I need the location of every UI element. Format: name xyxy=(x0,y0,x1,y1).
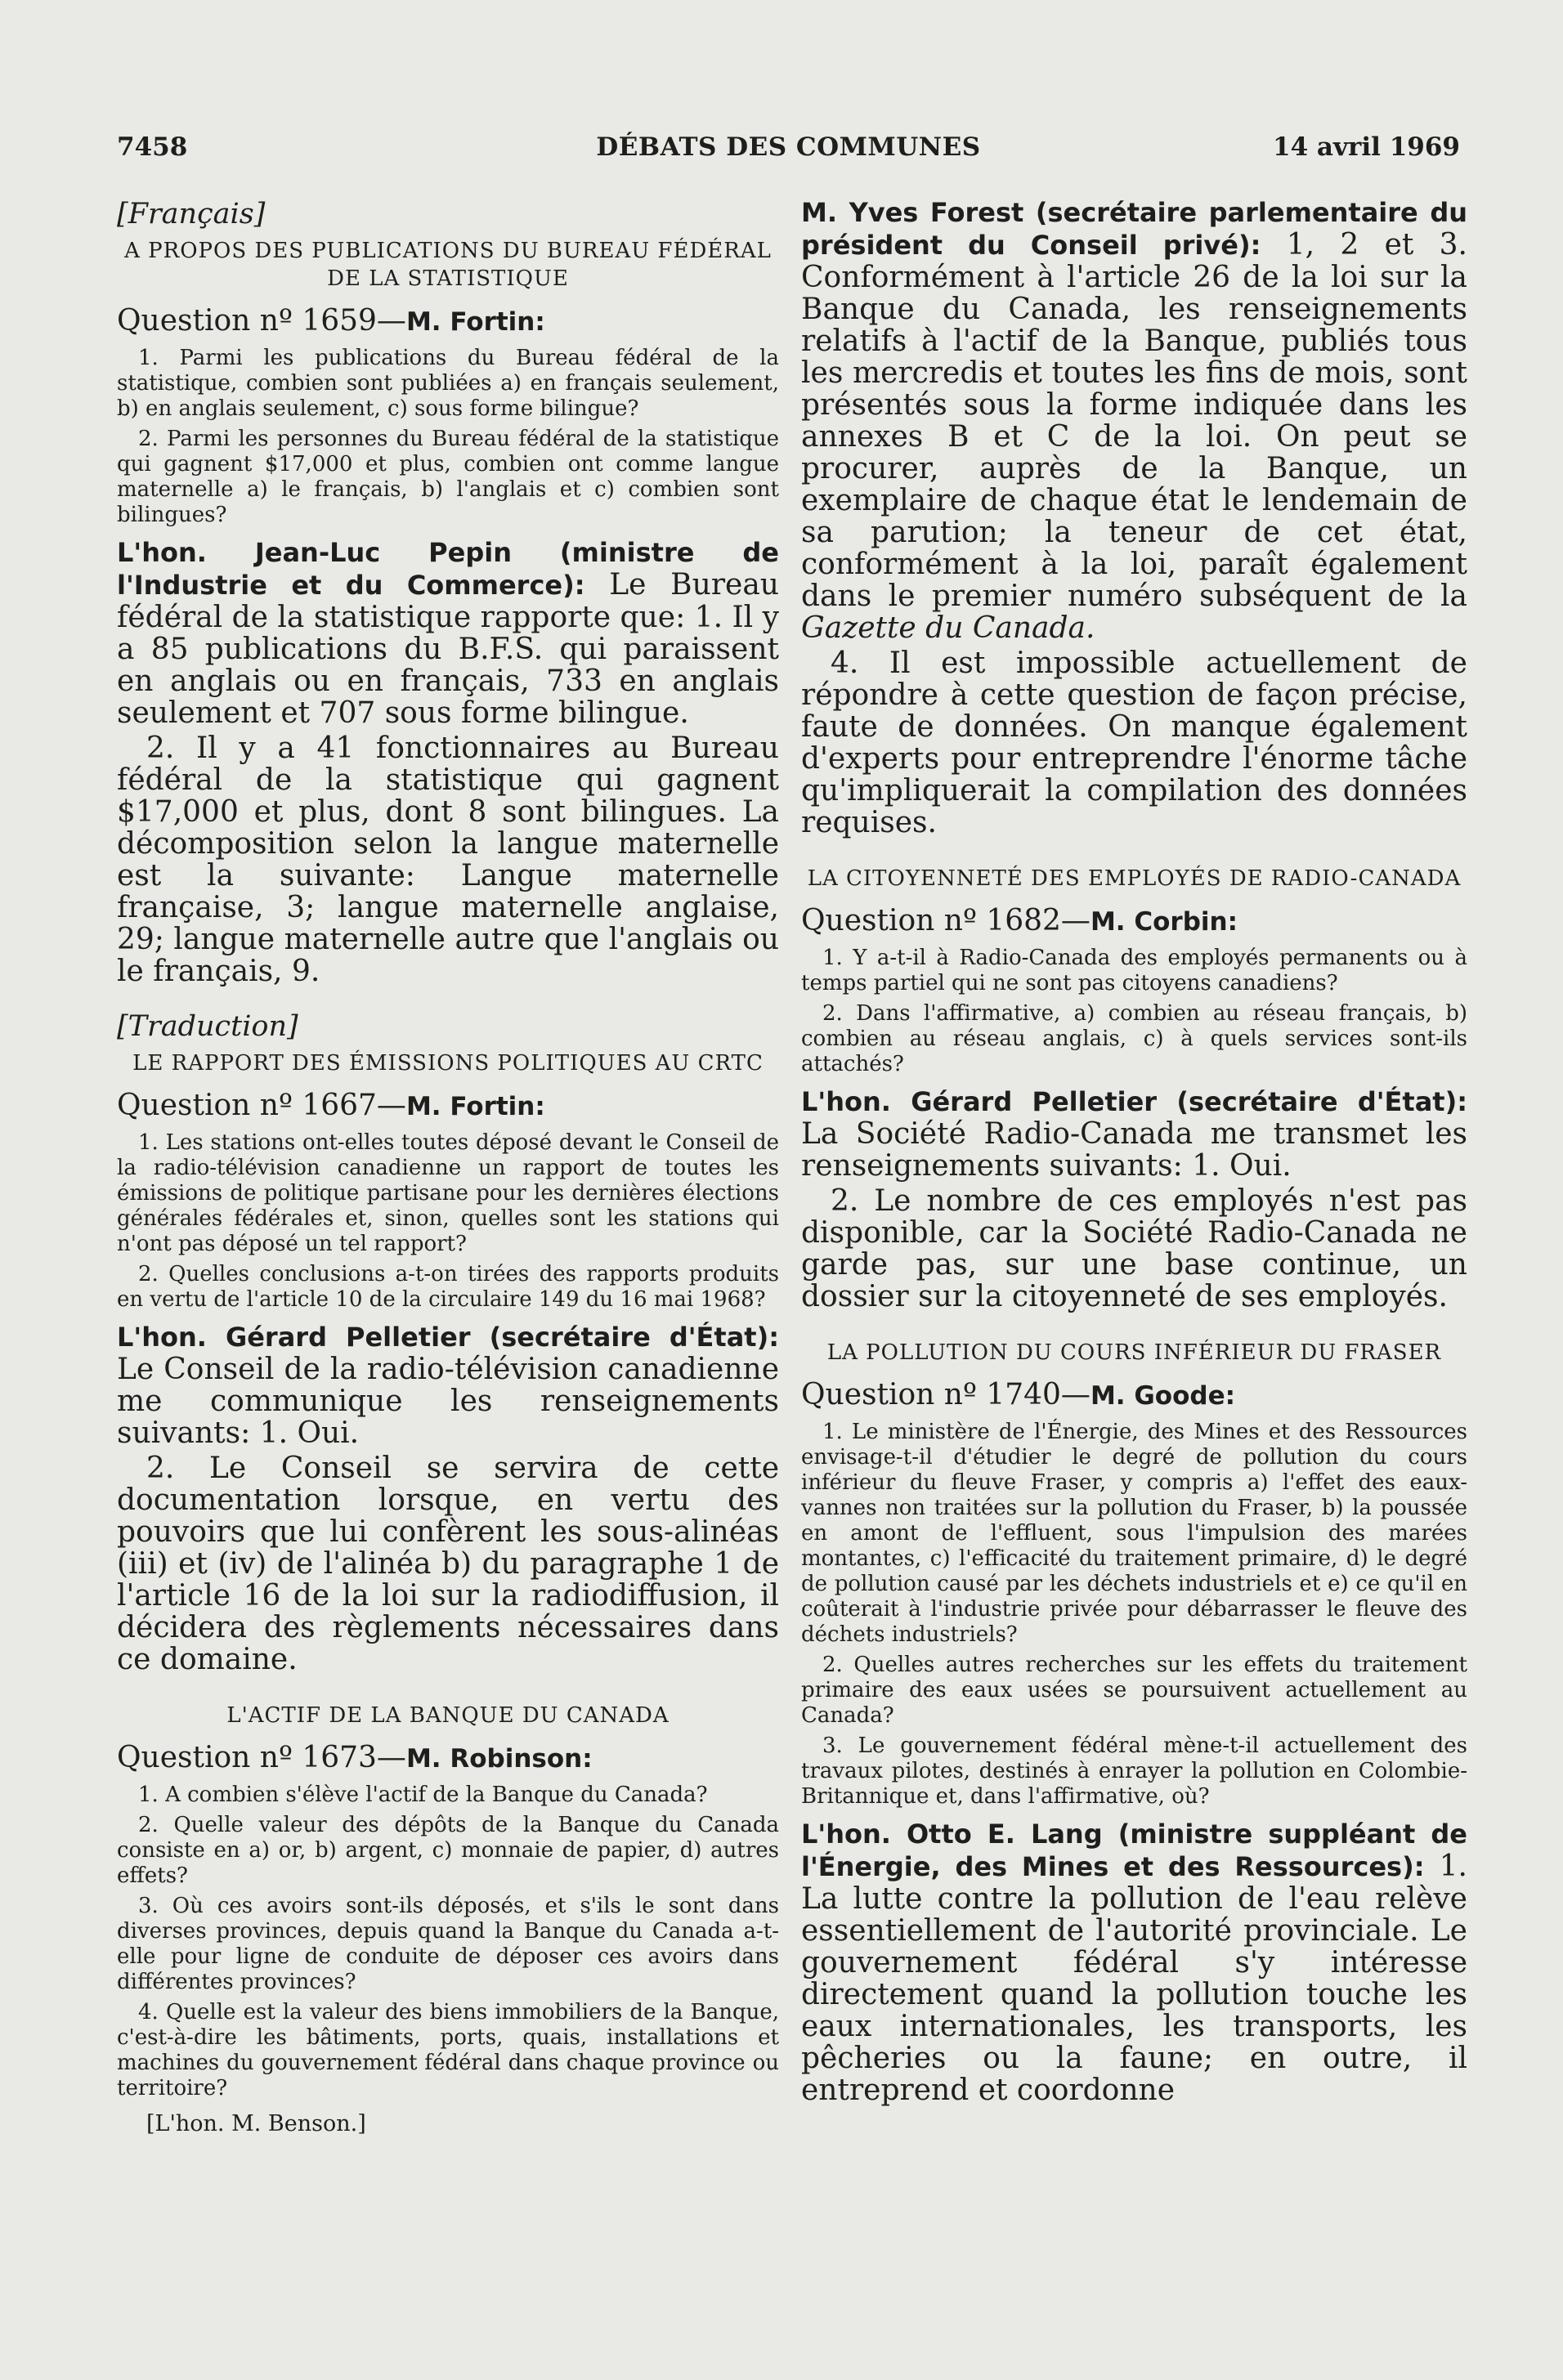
question-number: Question nº 1659— xyxy=(117,304,406,338)
section-heading: LA CITOYENNETÉ DES EMPLOYÉS DE RADIO-CANADA xyxy=(807,866,1462,891)
answer-paragraph xyxy=(117,1321,779,1449)
answer-paragraph xyxy=(801,1818,1467,2106)
answer-paragraph xyxy=(801,1085,1467,1182)
question-item: 2. Parmi les personnes du Bureau fédéral de la statistique qui gagnent $17,000 et plus, combien ont comme langue maternelle a) le français, b) l'anglais et c) combien sont bilingues? xyxy=(117,427,779,527)
right-column xyxy=(801,196,1467,2109)
question-item: 2. Quelles conclusions a-t-on tirées des rapports produits en vertu de l'article 10 de la circulaire 149 du 16 mai 1968? xyxy=(117,1262,779,1312)
question-item: 2. Quelle valeur des dépôts de la Banque du Canada consiste en a) or, b) argent, c) monnaie de papier, d) autres effets? xyxy=(117,1813,779,1888)
question-header xyxy=(117,304,779,339)
question-number: Question nº 1740— xyxy=(801,1378,1091,1411)
section-heading: A PROPOS DES PUBLICATIONS DU BUREAU FÉDÉRAL DE LA STATISTIQUE xyxy=(124,239,772,291)
question-header xyxy=(117,1741,779,1776)
answer-text: 1, 2 et 3. Conformément à l'article 26 de la loi sur la Banque du Canada, les renseignements relatifs à l'actif de la Banque, publiés tous les mercredis et toutes les fins de mois, sont présentés sous la forme indiquée dans les annexes B et C de la loi. On peut se procurer, auprès de la Banque, un exemplaire de chaque état le lendemain de sa parution; la teneur de cet état, conformément à la loi, paraît également dans le premier numéro subséquent de la xyxy=(801,228,1468,613)
question-header xyxy=(801,904,1467,939)
page-number: 7458 xyxy=(117,132,188,162)
answer-paragraph: 4. Il est impossible actuellement de répondre à cette question de façon précise, faute de données. On manque également d'experts pour entreprendre l'énorme tâche qu'impliquerait la compilation des données requises. xyxy=(801,646,1467,839)
answer-paragraph: 2. Le nombre de ces employés n'est pas disponible, car la Société Radio-Canada ne garde pas, sur une base continue, un dossier sur la citoyenneté de ses employés. xyxy=(801,1184,1467,1313)
speaker-note: [L'hon. M. Benson.] xyxy=(146,2111,366,2136)
language-label: [Traduction] xyxy=(117,1010,298,1043)
answer-speaker: L'hon. Gérard Pelletier (secrétaire d'État): xyxy=(117,1322,779,1353)
question-member: M. Fortin: xyxy=(405,1092,545,1121)
section-heading: L'ACTIF DE LA BANQUE DU CANADA xyxy=(226,1703,670,1728)
question-item: 2. Dans l'affirmative, a) combien au réseau français, b) combien au réseau anglais, c) à quels services sont-ils attachés? xyxy=(801,1001,1467,1076)
question-item: 1. A combien s'élève l'actif de la Banque du Canada? xyxy=(138,1783,708,1807)
section-heading: LE RAPPORT DES ÉMISSIONS POLITIQUES AU CRTC xyxy=(132,1051,764,1076)
question-header xyxy=(801,1378,1467,1413)
question-number: Question nº 1667— xyxy=(117,1089,406,1122)
language-label: [Français] xyxy=(117,198,266,230)
answer-text: Le Conseil de la radio-télévision canadienne me communique les renseignements suivants: 1. Oui. xyxy=(117,1353,779,1450)
question-item: 1. Y a-t-il à Radio-Canada des employés permanents ou à temps partiel qui ne sont pas citoyens canadiens? xyxy=(801,946,1467,995)
answer-speaker: M. Yves Forest (secrétaire parlementaire du président du Conseil privé): xyxy=(801,197,1467,261)
question-member: M. Fortin: xyxy=(405,307,545,337)
answer-text: 1. La lutte contre la pollution de l'eau relève essentiellement de l'autorité provinciale. Le gouvernement fédéral s'y intéresse directement quand la pollution touche les eaux internationales, les transports, les pêcheries ou la faune; en outre, il entreprend et coordonne xyxy=(801,1850,1467,2107)
answer-paragraph: 2. Le Conseil se servira de cette documentation lorsque, en vertu des pouvoirs que lui confèrent les sous-alinéas (iii) et (iv) de l'alinéa b) du paragraphe 1 de l'article 16 de la loi sur la radiodiffusion, il décidera des règlements nécessaires dans ce domaine. xyxy=(117,1452,779,1676)
answer-paragraph: 2. Il y a 41 fonctionnaires au Bureau fédéral de la statistique qui gagnent $17,000 et plus, dont 8 sont bilingues. La décomposition selon la langue maternelle est la suivante: Langue maternelle française, 3; langue maternelle anglaise, 29; langue maternelle autre que l'anglais ou le français, 9. xyxy=(117,731,779,988)
question-header xyxy=(117,1089,779,1124)
page-date: 14 avril 1969 xyxy=(1273,132,1460,162)
left-column xyxy=(117,196,779,2137)
question-item: 1. Les stations ont-elles toutes déposé devant le Conseil de la radio-télévision canadienne un rapport de toutes les émissions de politique partisane pour les dernières élections générales fédérales et, sinon, quelles sont les stations qui n'ont pas déposé un tel rapport? xyxy=(117,1130,779,1256)
gazette-title: Gazette du Canada. xyxy=(801,611,1095,645)
answer-speaker: L'hon. Otto E. Lang (ministre suppléant de l'Énergie, des Mines et des Ressources): xyxy=(801,1819,1467,1882)
answer-text: Le Bureau fédéral de la statistique rapporte que: 1. Il y a 85 publications du B.F.S. qui paraissent en anglais ou en français, 733 en anglais seulement et 707 sous forme bilingue. xyxy=(117,568,779,730)
question-member: M. Goode: xyxy=(1090,1381,1236,1411)
question-member: M. Corbin: xyxy=(1090,907,1238,937)
question-item: 1. Le ministère de l'Énergie, des Mines et des Ressources envisage-t-il d'étudier le degré de pollution du cours inférieur du fleuve Fraser, y compris a) l'effet des eaux-vannes non traitées sur la pollution du Fraser, b) la poussée en amont de l'effluent, sous l'impulsion des marées montantes, c) l'efficacité du traitement primaire, d) le degré de pollution causé par les déchets industriels et e) ce qu'il en coûterait à l'industrie privée pour débarrasser le fleuve des déchets industriels? xyxy=(801,1420,1467,1647)
answer-paragraph xyxy=(801,196,1467,644)
journal-title: DÉBATS DES COMMUNES xyxy=(596,132,981,162)
answer-text: La Société Radio-Canada me transmet les renseignements suivants: 1. Oui. xyxy=(801,1117,1467,1183)
question-number: Question nº 1673— xyxy=(117,1741,406,1774)
answer-speaker: L'hon. Gérard Pelletier (secrétaire d'État): xyxy=(801,1086,1467,1117)
question-member: M. Robinson: xyxy=(405,1744,593,1774)
question-item: 2. Quelles autres recherches sur les effets du traitement primaire des eaux usées se poursuivent actuellement au Canada? xyxy=(801,1653,1467,1728)
answer-speaker: L'hon. Jean-Luc Pepin (ministre de l'Industrie et du Commerce): xyxy=(117,537,779,601)
section-heading: LA POLLUTION DU COURS INFÉRIEUR DU FRASER xyxy=(826,1340,1442,1365)
page-header xyxy=(117,132,1460,168)
question-item: 3. Où ces avoirs sont-ils déposés, et s'ils le sont dans diverses provinces, depuis quand la Banque du Canada a-t-elle pour ligne de conduite de déposer ces avoirs dans différentes provinces? xyxy=(117,1894,779,1994)
answer-paragraph xyxy=(117,536,779,729)
question-item: 3. Le gouvernement fédéral mène-t-il actuellement des travaux pilotes, destinés à enrayer la pollution en Colombie-Britannique et, dans l'affirmative, où? xyxy=(801,1734,1467,1809)
question-item: 4. Quelle est la valeur des biens immobiliers de la Banque, c'est-à-dire les bâtiments, ports, quais, installations et machines du gouvernement fédéral dans chaque province ou territoire? xyxy=(117,2000,779,2100)
question-number: Question nº 1682— xyxy=(801,904,1091,937)
question-item: 1. Parmi les publications du Bureau fédéral de la statistique, combien sont publiées a) en français seulement, b) en anglais seulement, c) sous forme bilingue? xyxy=(117,346,779,421)
